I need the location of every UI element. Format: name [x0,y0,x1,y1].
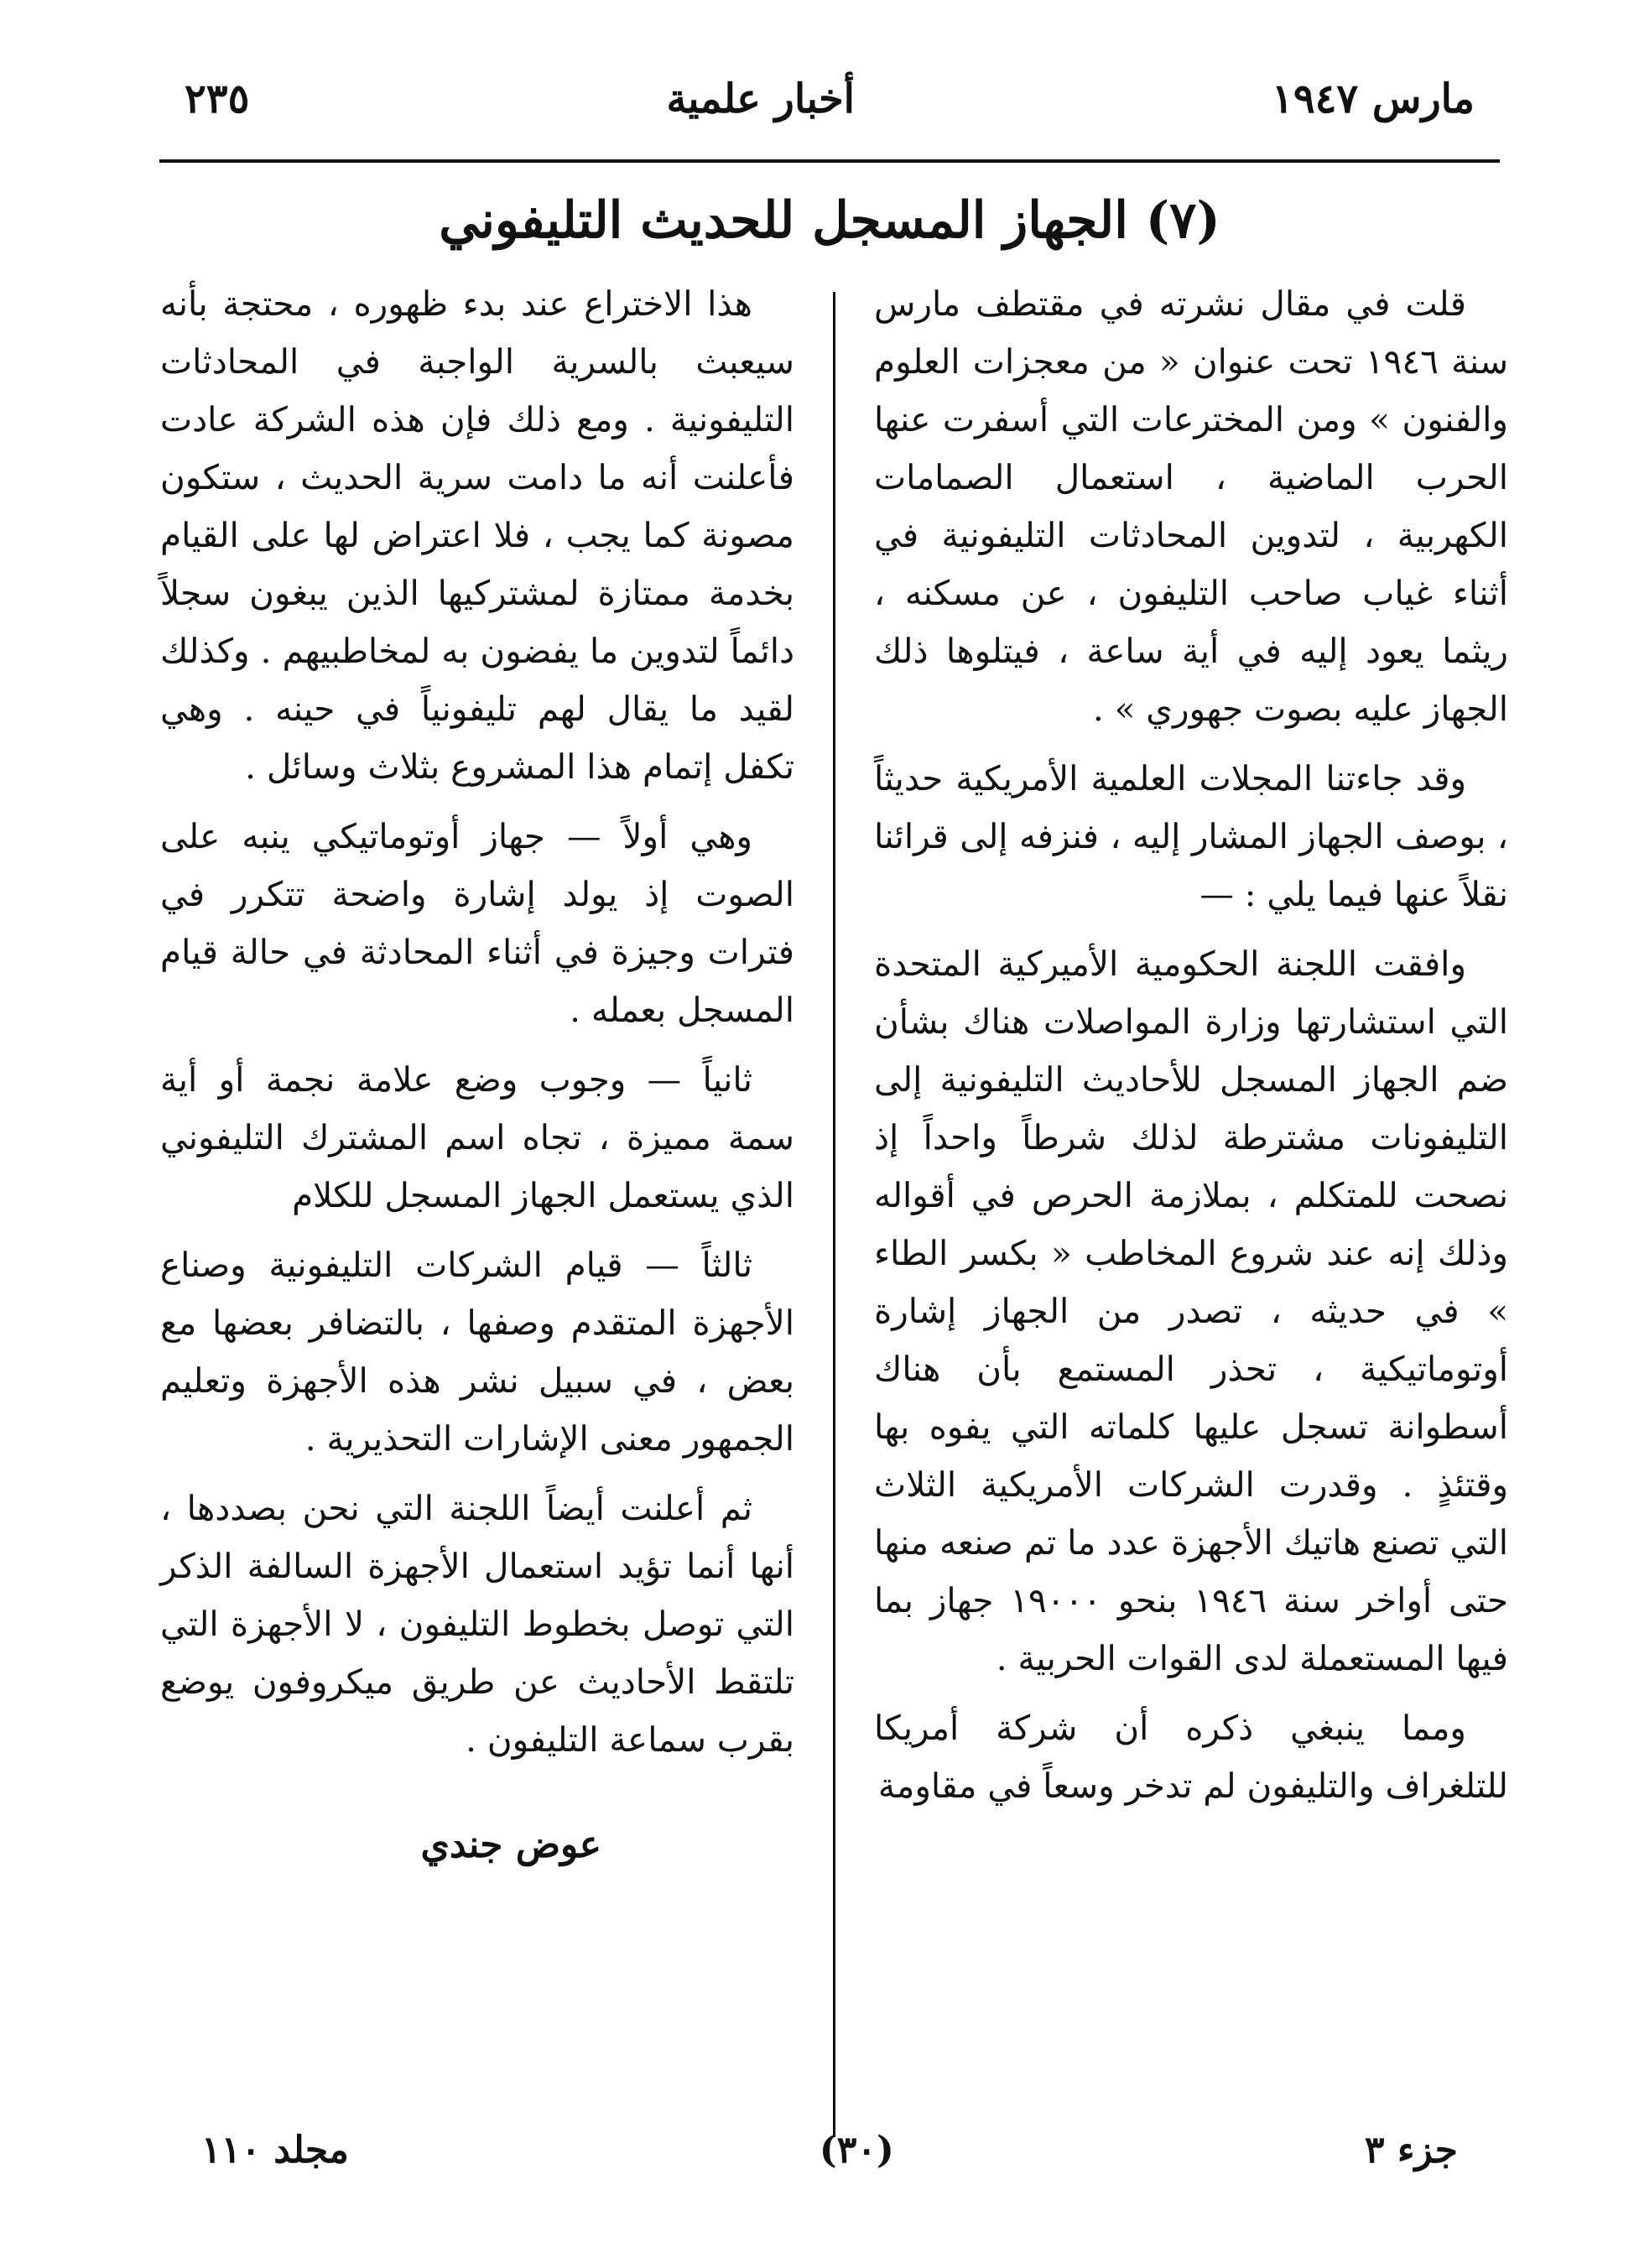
running-header [151,75,1508,151]
footer-issue: (٣٠) [819,2129,894,2172]
header-page-number: ٢٣٥ [185,75,250,122]
page-footer [151,2129,1508,2172]
article-title: (٧) الجهاز المسجل للحديث التليفوني [439,191,1220,250]
column-divider [833,292,835,2137]
paragraph: قلت في مقال نشرته في مقتطف مارس سنة ١٩٤٦ تحت عنوان « من معجزات العلوم والفنون » ومن المخترعات التي أسفرت عنها الحرب الماضية ، استعمال الصمامات الكهربية ، لتدوين المحادثات التليفونية في أثناء غياب صاحب التليفون ، عن مسكنه ، ريثما يعود إليه في أية ساعة ، فيتلوها ذلك الجهاز عليه بصوت جهوري » . [874,284,1508,729]
footer-part: جزء ٣ [1364,2129,1458,2172]
header-date: مارس ١٩٤٧ [1272,75,1475,122]
paragraph: هذا الاختراع عند بدء ظهوره ، محتجة بأنه سيعبث بالسرية الواجبة في المحادثات التليفونية . ومع ذلك فإن هذه الشركة عادت فأعلنت أنه ما دامت سرية الحديث ، ستكون مصونة كما يجب ، فلا اعتراض لها على القيام بخدمة ممتازة لمشتركيها الذين يبغون سجلاً دائماً لتدوين ما يفضون به لمخاطبيهم . وكذلك لقيد ما يقال لهم تليفونياً في حينه . وهي تكفل إتمام هذا المشروع بثلاث وسائل . [160,284,794,787]
paragraph: ومما ينبغي ذكره أن شركة أمريكا للتلغراف والتليفون لم تدخر وسعاً في مقاومة [874,1708,1508,1806]
paragraph: ثالثاً — قيام الشركات التليفونية وصناع الأجهزة المتقدم وصفها ، بالتضافر بعضها مع بعض ، في سبيل نشر هذه الأجهزة وتعليم الجمهور معنى الإشارات التحذيرية . [160,1245,794,1459]
paragraph: وهي أولاً — جهاز أوتوماتيكي ينبه على الصوت إذ يولد إشارة واضحة تتكرر في فترات وجيزة في أثناء المحادثة في حالة قيام المسجل بعمله . [160,816,794,1030]
paragraph: ثانياً — وجوب وضع علامة نجمة أو أية سمة مميزة ، تجاه اسم المشترك التليفوني الذي يستعمل الجهاز المسجل للكلام [160,1059,794,1215]
article-body [151,275,1508,2137]
header-rule [159,159,1500,163]
author-signature: عوض جندي [420,1823,601,1866]
header-section: أخبار علمية [666,75,855,122]
left-column [160,275,823,2137]
paragraph: وقد جاءتنا المجلات العلمية الأمريكية حديثاً ، بوصف الجهاز المشار إليه ، فنزفه إلى قرائنا نقلاً عنها فيما يلي : — [874,758,1508,914]
paragraph: وافقت اللجنة الحكومية الأميركية المتحدة التي استشارتها وزارة المواصلات هناك بشأن ضم الجهاز المسجل للأحاديث التليفونية إلى التليفونات مشترطة لذلك شرطاً واحداً إذ نصحت للمتكلم ، بملازمة الحرص في أقواله وذلك إنه عند شروع المخاطب « بكسر الطاء » في حديثه ، تصدر من الجهاز إشارة أوتوماتيكية ، تحذر المستمع بأن هناك أسطوانة تسجل عليها كلماته التي يفوه بها وقتئذٍ . وقدرت الشركات الأمريكية الثلاث التي تصنع هاتيك الأجهزة عدد ما تم صنعه منها حتى أواخر سنة ١٩٤٦ بنحو ١٩٠٠٠ جهاز بما فيها المستعملة لدى القوات الحربية . [874,944,1509,1678]
right-column [846,275,1508,2137]
paragraph: ثم أعلنت أيضاً اللجنة التي نحن بصددها ، أنها أنما تؤيد استعمال الأجهزة السالفة الذكر التي توصل بخطوط التليفون ، لا الأجهزة التي تلتقط الأحاديث عن طريق ميكروفون يوضع بقرب سماعة التليفون . [160,1488,794,1760]
footer-volume: مجلد ١١٠ [201,2129,349,2172]
